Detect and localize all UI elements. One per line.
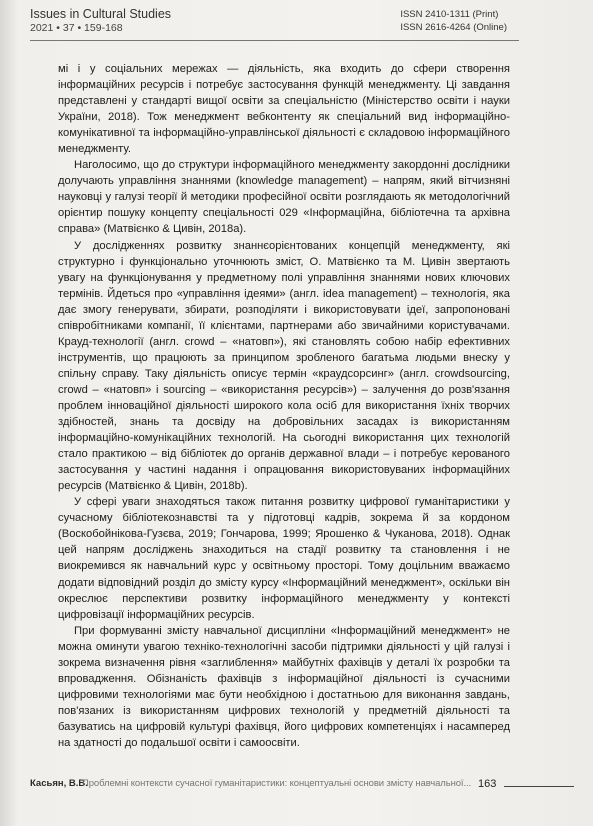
footer-title: Проблемні контексти сучасної гуманітаристики: концептуальні основи змісту навчальної... [82,778,472,789]
paragraph-1: мі і у соціальних мережах — діяльність, яка входить до сфери створення інформаційних ресурсів і потребує застосування функцій менеджменту. Ці завдання представлені у стандарті вищої освіти за спеціальністю (Міністерство освіти і науки України, 2018). Тож менеджмент вебконтенту як спеціальний вид інформаційно-комунікативної та інформаційно-управлінської діяльності є складовою інформаційного менеджменту. [58,63,510,156]
header-rule [30,40,519,41]
running-header-right [400,8,507,34]
paragraph-5: При формуванні змісту навчальної дисципліни «Інформаційний менеджмент» не можна оминути увагою техніко-технологічні засоби підтримки діяльності у цій галузі і зокрема визначення рівня «заглиблення» майбутніх фахівців у деталі їх розробки та впровадження. Обізнаність фахівців з інформаційної діяльності із сучасними цифровими технологіями має бути необхідною і достатньою для виконання завдань, пов'язаних із використанням цифрових технологій у предметній діяльності та базуватись на цифровій культурі фахівця, його цифрових компетенціях і насамперед на здатності до подальшої освіти і самоосвіти. [58,624,510,749]
issn-online: ISSN 2616-4264 (Online) [400,22,507,33]
footer-rule [504,786,574,787]
journal-name: Issues in Cultural Studies [30,7,172,21]
running-header-left [30,7,171,35]
page-number: 163 [478,778,497,790]
paragraph-4: У сфері уваги знаходяться також питання розвитку цифрової гуманітаристики у сучасному бібліотекознавстві та у підготовці кадрів, зокрема й за кордоном (Воскобойнікова-Гузєва, 2019; Гончарова, 1999; Ярошенко & Чуканова, 2018). Однак цей напрям досліджень знаходиться на стадії розвитку та становлення і не виокремився як навчальний курс у освітньому просторі. Тому доцільним вважаємо додати відповідний розділ до змісту курсу «Інформаційний менеджмент», оскільки він окреслює перспективи розвитку інформаційного менеджменту у контексті цифровізації інформаційних ресурсів. [58,496,510,621]
running-footer [30,778,563,794]
paragraph-3: У дослідженнях розвитку знаннєорієнтованих концепцій менеджменту, які структурно і функціонально уточнюють зміст, О. Матвієнко та М. Цивін звертають увагу на функціонування у предметному полі управління знаннями нових ключових термінів. Йдеться про «управління ідеями» (англ. idea management) – технологія, яка дає змогу генерувати, збирати, розподіляти і використовувати ідеї, запропоновані співробітниками компанії, її клієнтами, партнерами або звичайними користувачами. Крауд-технології (англ. crowd – «натовп»), які становлять собою набір ефективних інструментів, що працюють за принципом зробленого багатьма людьми внеску у спільну справу. Таку діяльність описує термін «краудсорсинг» (англ. crowdsourcing, crowd – «натовп» і sourcing – «використання ресурсів») – залучення до розв'язання проблем інноваційної діяльності широкого кола осіб для використання їхніх творчих здібностей, знань та досвіду на добровільних засадах із використанням інформаційно-комунікаційних технологій. На сьогодні використання цих технологій стало практикою – від бібліотек до органів державної влади – і потребує керованого застосування у частині надання і опрацювання використовуваних інформаційних ресурсів (Матвієнко & Цивін, 2018b). [58,239,510,493]
article-body [58,61,510,751]
issn-print: ISSN 2410-1311 (Print) [400,9,499,20]
paragraph-2: Наголосимо, що до структури інформаційного менеджменту закордонні дослідники долучають управління знаннями (knowledge management) – напрям, який вітчизняні науковці у галузі теорії й методики професійної освіти розглядають як методологічний орієнтир пошуку концепту спеціальності 029 «Інформаційна, бібліотечна та архівна справа» (Матвієнко & Цивін, 2018a). [58,159,510,236]
issue-info: 2021 • 37 • 159-168 [30,22,123,34]
footer-author: Касьян, В.В. [30,778,88,789]
